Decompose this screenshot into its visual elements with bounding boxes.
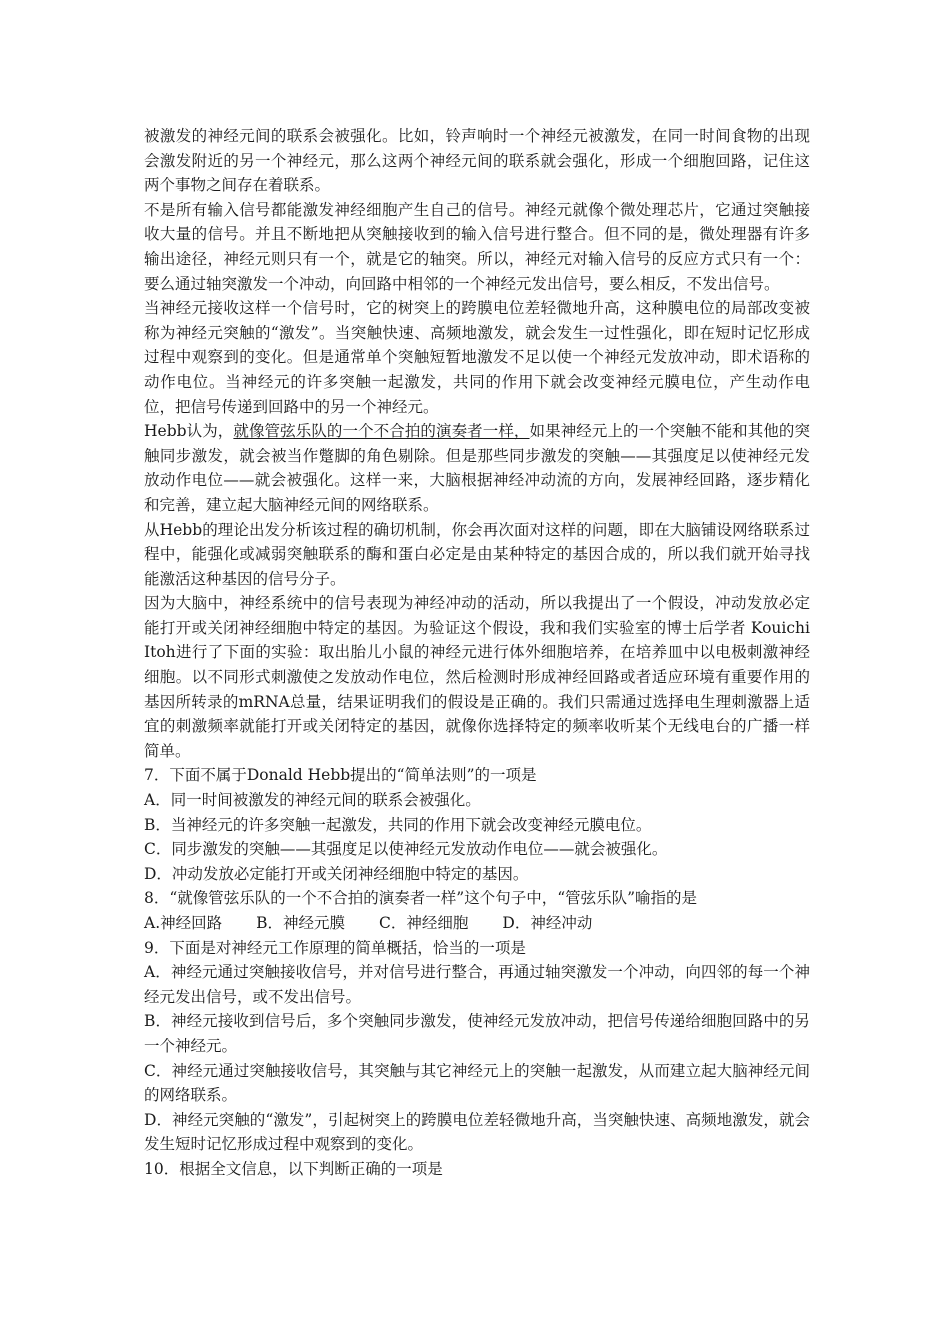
question-9-stem: 9．下面是对神经元工作原理的简单概括，恰当的一项是 [144,938,526,957]
paragraph-2: 不是所有输入信号都能激发神经细胞产生自己的信号。神经元就像个微处理芯片，它通过突触接收大量的信号。并且不断地把从突触接收到的输入信号进行整合。但不同的是，微处理器有许多输出途径，神经元则只有一个，就是它的轴突。所以，神经元对输入信号的反应方式只有一个：要么通过轴突激发一个冲动，向回路中相邻的一个神经元发出信号，要么相反，不发出信号。 [144,200,810,293]
question-8-option-c: C．神经细胞 [379,914,469,932]
paragraph-4-rest: 如果神经元上的一个突触不能和其他的突触同步激发，就会被当作蹩脚的角色剔除。但是那些同步激发的突触——其强度足以使神经元发放动作电位——就会被强化。这样一来，大脑根据神经冲动流的方向，发展神经回路，逐步精化和完善，建立起大脑神经元间的网络联系。 [144,422,810,514]
paragraph-1: 被激发的神经元间的联系会被强化。比如，铃声响时一个神经元被激发，在同一时间食物的出现会激发附近的另一个神经元，那么这两个神经元间的联系就会强化，形成一个细胞回路，记住这两个事物之间存在着联系。 [144,127,810,195]
question-7-option-a: A．同一时间被激发的神经元间的联系会被强化。 [144,791,481,810]
question-8-option-a: A.神经回路 [144,914,223,932]
paragraph-6: 因为大脑中，神经系统中的信号表现为神经冲动的活动，所以我提出了一个假设，冲动发放必定能打开或关闭神经细胞中特定的基因。为验证这个假设，我和我们实验室的博士后学者 Kouichi Itoh进行了下面的实验：取出胎儿小鼠的神经元进行体外细胞培养，在培养皿中以电极刺激神经细胞。以不同形式刺激使之发放动作电位，然后检测时形成神经回路或者适应环境有重要作用的基因所转录的mRNA总量，结果证明我们的假设是正确的。我们只需通过选择电生理刺激器上适宜的刺激频率就能打开或关闭特定的基因，就像你选择特定的频率收听某个无线电台的广播一样简单。 [144,594,810,760]
question-7-stem: 7．下面不属于Donald Hebb提出的“简单法则”的一项是 [144,766,537,785]
underlined-sentence: 就像管弦乐队的一个不合拍的演奏者一样， [233,422,530,441]
paragraph-4 [144,419,810,517]
paragraph-5: 从Hebb的理论出发分析该过程的确切机制，你会再次面对这样的问题，即在大脑铺设网络联系过程中，能强化或减弱突触联系的酶和蛋白必定是由某种特定的基因合成的，所以我们就开始寻找能激活这种基因的信号分子。 [144,520,810,588]
question-7-option-c: C．同步激发的突触——其强度足以使神经元发放动作电位——就会被强化。 [144,840,668,859]
question-7-option-b: B．当神经元的许多突触一起激发，共同的作用下就会改变神经元膜电位。 [144,815,652,834]
document-page [144,124,810,1182]
question-8-options [144,911,810,936]
question-9-option-b: B．神经元接收到信号后，多个突触同步激发，使神经元发放冲动，把信号传递给细胞回路中的另一个神经元。 [144,1012,810,1055]
question-7-option-d: D．冲动发放必定能打开或关闭神经细胞中特定的基因。 [144,864,529,883]
question-9-option-c: C．神经元通过突触接收信号，其突触与其它神经元上的突触一起激发，从而建立起大脑神经元间的网络联系。 [144,1061,810,1105]
question-9-option-d: D．神经元突触的“激发”，引起树突上的跨膜电位差轻微地升高，当突触快速、高频地激发，就会发生短时记忆形成过程中观察到的变化。 [144,1110,810,1154]
paragraph-3: 当神经元接收这样一个信号时，它的树突上的跨膜电位差轻微地升高，这种膜电位的局部改变被称为神经元突触的“激发”。当突触快速、高频地激发，就会发生一过性强化，即在短时记忆形成过程中观察到的变化。但是通常单个突触短暂地激发不足以使一个神经元发放冲动，即术语称的动作电位。当神经元的许多突触一起激发，共同的作用下就会改变神经元膜电位，产生动作电位，把信号传递到回路中的另一个神经元。 [144,299,810,416]
paragraph-4-lead: Hebb认为， [144,422,234,441]
question-9-option-a: A．神经元通过突触接收信号，并对信号进行整合，再通过轴突激发一个冲动，向四邻的每一个神经元发出信号，或不发出信号。 [144,963,810,1006]
question-8-option-b: B．神经元膜 [256,914,346,932]
question-10-stem: 10．根据全文信息，以下判断正确的一项是 [144,1159,443,1178]
question-8-option-d: D．神经冲动 [502,914,593,932]
question-8-stem: 8．“就像管弦乐队的一个不合拍的演奏者一样”这个句子中，“管弦乐队”喻指的是 [144,889,698,908]
